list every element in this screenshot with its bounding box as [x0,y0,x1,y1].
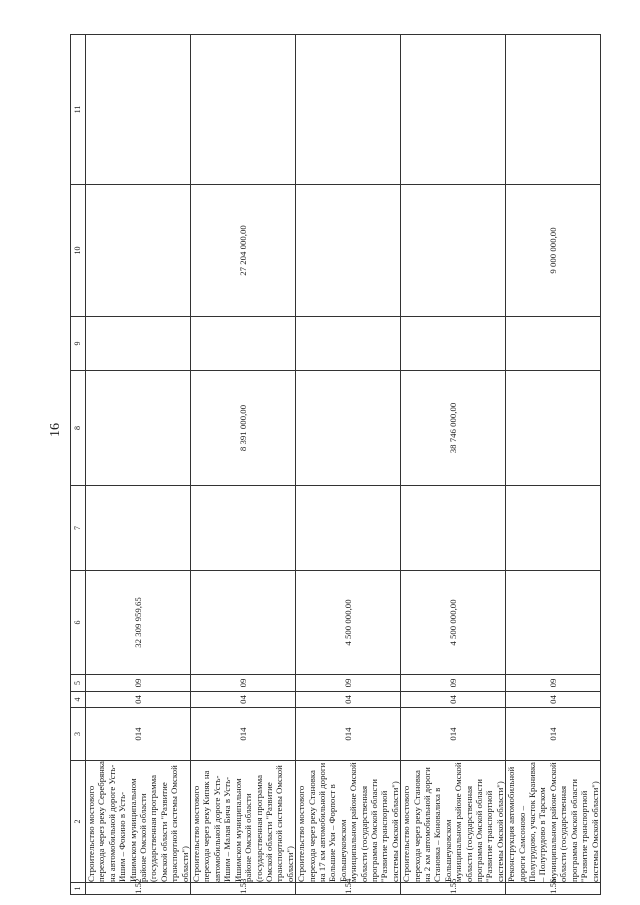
row-col-6 [191,571,296,675]
table-row [86,35,191,895]
header-col-1: 1 [71,883,86,895]
row-col-4: 04 [401,692,506,708]
row-number: 1.56 [506,883,601,895]
row-col-3: 014 [506,708,601,761]
table-row [401,35,506,895]
row-col-8 [86,371,191,486]
row-col-4: 04 [191,692,296,708]
header-col-5: 5 [71,675,86,692]
row-col-6 [506,571,601,675]
row-col-8: 38 746 000,00 [401,371,506,486]
row-col-6: 4 500 000,00 [401,571,506,675]
row-col-4: 04 [506,692,601,708]
row-col-5: 09 [401,675,506,692]
row-number: 1.55 [401,883,506,895]
row-col-11 [506,35,601,185]
header-col-4: 4 [71,692,86,708]
header-col-9: 9 [71,317,86,371]
row-col-10 [401,185,506,317]
budget-table [70,34,601,895]
row-description: Строительство мостового перехода через реку Серебрянка на автомобильной дороге Усть-Ишим – Фокино в Усть-Ишимском муниципальном районе Омской области (государственная программа Омской области "Развитие транспортной системы Омской области") [86,761,190,882]
row-number: 1.52 [86,883,191,895]
row-col-10 [296,185,401,317]
header-col-6: 6 [71,571,86,675]
row-col-8: 8 391 000,00 [191,371,296,486]
header-col-7: 7 [71,486,86,571]
row-col-5: 09 [506,675,601,692]
header-col-8: 8 [71,371,86,486]
row-description: Реконструкция автомобильной дороги Самсоново – Полугрудово, участок Кранивка – Полугрудово в Тарском муниципальном районе Омской области (государственная программа Омской области "Развитие транспортной системы Омской области") [506,762,600,882]
row-col-3: 014 [86,708,191,761]
row-col-9 [401,317,506,371]
row-col-5: 09 [86,675,191,692]
row-col-8 [506,371,601,486]
row-col-9 [296,317,401,371]
page-number: 16 [48,423,63,437]
row-col-10: 27 204 000,00 [191,185,296,317]
row-col-7 [401,486,506,571]
row-col-7 [506,486,601,571]
row-number: 1.54 [296,883,401,895]
row-col-9 [506,317,601,371]
table-row [506,35,601,895]
row-col-11 [401,35,506,185]
row-col-8 [296,371,401,486]
table-row [191,35,296,895]
row-col-5: 09 [296,675,401,692]
row-description: Строительство мостового перехода через реку Становка на 17 км автомобильной дороги Большие Уки – Форпост в Большеуковском муниципальном районе Омской области (государственная программа Омской области "Развитие транспортной системы Омской области") [296,762,400,882]
row-col-7 [191,486,296,571]
row-col-3: 014 [191,708,296,761]
row-col-10 [86,185,191,317]
table-row [296,35,401,895]
row-description: Строительство мостового перехода через реку Становка на 2 км автомобильной дороги Становка – Коновалиха в Большеуковском муниципальном районе Омской области (государственная программа Омской области "Развитие транспортной системы Омской области") [401,762,505,882]
row-description: Строительство мостового перехода через реку Кипяк на автомобильной дороге Усть-Ишим – Малая Бича в Усть-Ишимском муниципальном районе Омской области (государственная программа Омской области "Развитие транспортной системы Омской области") [191,761,296,883]
row-col-4: 04 [86,692,191,708]
header-row [71,35,86,895]
row-col-4: 04 [296,692,401,708]
row-col-11 [296,35,401,185]
row-col-7 [86,486,191,571]
row-col-10: 9 000 000,00 [506,185,601,317]
row-col-9 [191,317,296,371]
row-col-11 [86,35,191,185]
row-col-6: 4 500 000,00 [296,571,401,675]
row-col-3: 014 [401,708,506,761]
header-col-11: 11 [71,35,86,185]
row-col-11 [191,35,296,185]
row-col-6: 32 309 959,65 [86,571,191,675]
row-col-5: 09 [191,675,296,692]
rotated-table-container [70,35,600,895]
header-col-3: 3 [71,708,86,761]
row-col-9 [86,317,191,371]
header-col-10: 10 [71,185,86,317]
row-number: 1.53 [191,883,296,895]
row-col-7 [296,486,401,571]
row-col-3: 014 [296,708,401,761]
header-col-2: 2 [71,761,86,883]
